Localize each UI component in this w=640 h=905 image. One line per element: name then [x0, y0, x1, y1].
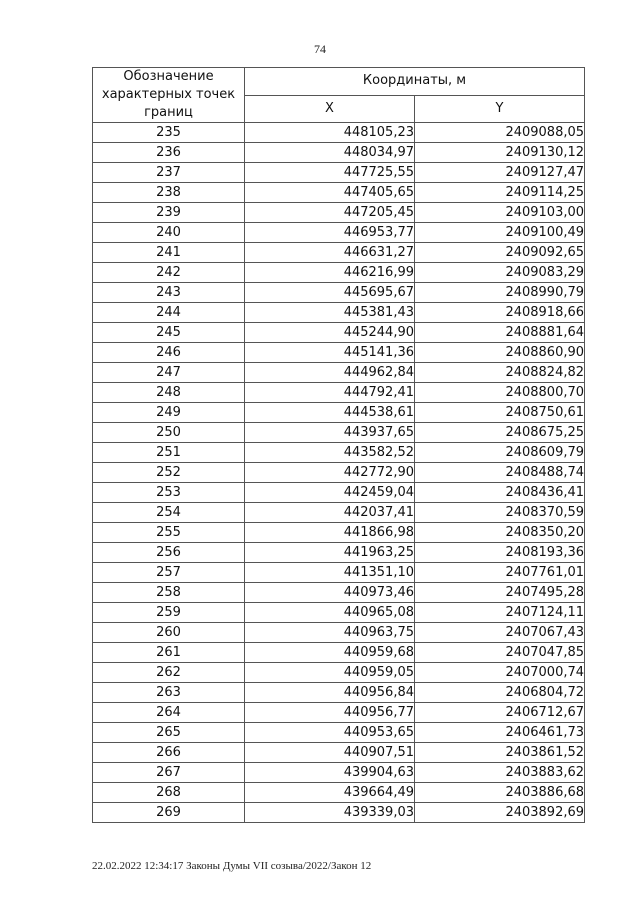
table-row [93, 803, 585, 823]
x-coordinate-cell: 441351,10 [245, 563, 415, 583]
y-coordinate-cell: 2409127,47 [415, 163, 585, 183]
x-coordinate-cell: 440973,46 [245, 583, 415, 603]
y-coordinate-cell: 2407124,11 [415, 603, 585, 623]
x-coordinate-cell: 445381,43 [245, 303, 415, 323]
y-coordinate-cell: 2408609,79 [415, 443, 585, 463]
point-number-cell: 252 [93, 463, 245, 483]
y-coordinate-cell: 2409100,49 [415, 223, 585, 243]
x-coordinate-cell: 439664,49 [245, 783, 415, 803]
point-number-cell: 265 [93, 723, 245, 743]
table-row [93, 443, 585, 463]
x-coordinate-cell: 445141,36 [245, 343, 415, 363]
point-number-cell: 266 [93, 743, 245, 763]
x-coordinate-cell: 439904,63 [245, 763, 415, 783]
table-row [93, 143, 585, 163]
y-coordinate-cell: 2406712,67 [415, 703, 585, 723]
x-coordinate-cell: 448034,97 [245, 143, 415, 163]
point-number-cell: 260 [93, 623, 245, 643]
table-row [93, 463, 585, 483]
table-row [93, 623, 585, 643]
y-coordinate-cell: 2408436,41 [415, 483, 585, 503]
y-coordinate-cell: 2403861,52 [415, 743, 585, 763]
table-row [93, 303, 585, 323]
y-coordinate-cell: 2409103,00 [415, 203, 585, 223]
table-row [93, 403, 585, 423]
point-number-cell: 268 [93, 783, 245, 803]
y-coordinate-cell: 2403886,68 [415, 783, 585, 803]
point-number-cell: 259 [93, 603, 245, 623]
x-coordinate-cell: 444792,41 [245, 383, 415, 403]
point-number-cell: 251 [93, 443, 245, 463]
point-number-cell: 254 [93, 503, 245, 523]
x-coordinate-cell: 442772,90 [245, 463, 415, 483]
point-number-cell: 243 [93, 283, 245, 303]
y-coordinate-cell: 2408750,61 [415, 403, 585, 423]
x-coordinate-cell: 448105,23 [245, 123, 415, 143]
point-number-cell: 237 [93, 163, 245, 183]
table-row [93, 483, 585, 503]
y-coordinate-cell: 2403883,62 [415, 763, 585, 783]
y-coordinate-cell: 2408675,25 [415, 423, 585, 443]
y-coordinate-cell: 2408990,79 [415, 283, 585, 303]
table-row [93, 203, 585, 223]
x-coordinate-cell: 447405,65 [245, 183, 415, 203]
y-coordinate-cell: 2407047,85 [415, 643, 585, 663]
point-number-cell: 261 [93, 643, 245, 663]
x-coordinate-cell: 441963,25 [245, 543, 415, 563]
point-number-cell: 241 [93, 243, 245, 263]
coordinates-table [92, 67, 585, 823]
x-coordinate-cell: 440965,08 [245, 603, 415, 623]
table-row [93, 643, 585, 663]
y-coordinate-cell: 2409130,12 [415, 143, 585, 163]
y-coordinate-cell: 2407000,74 [415, 663, 585, 683]
point-number-cell: 247 [93, 363, 245, 383]
x-coordinate-cell: 444962,84 [245, 363, 415, 383]
table-row [93, 543, 585, 563]
point-number-cell: 264 [93, 703, 245, 723]
x-coordinate-cell: 440963,75 [245, 623, 415, 643]
x-coordinate-cell: 443582,52 [245, 443, 415, 463]
x-coordinate-cell: 443937,65 [245, 423, 415, 443]
x-coordinate-cell: 446631,27 [245, 243, 415, 263]
x-coordinate-cell: 440907,51 [245, 743, 415, 763]
table-row [93, 243, 585, 263]
table-row [93, 343, 585, 363]
table-row [93, 743, 585, 763]
table-row [93, 523, 585, 543]
point-number-cell: 242 [93, 263, 245, 283]
x-coordinate-cell: 441866,98 [245, 523, 415, 543]
x-coordinate-cell: 447205,45 [245, 203, 415, 223]
point-number-cell: 253 [93, 483, 245, 503]
table-row [93, 423, 585, 443]
y-coordinate-cell: 2408350,20 [415, 523, 585, 543]
y-coordinate-cell: 2407495,28 [415, 583, 585, 603]
page-number: 74 [314, 42, 326, 56]
x-coordinate-cell: 440959,68 [245, 643, 415, 663]
y-coordinate-cell: 2409114,25 [415, 183, 585, 203]
table-row [93, 723, 585, 743]
table-row [93, 703, 585, 723]
x-coordinate-cell: 445695,67 [245, 283, 415, 303]
point-number-cell: 246 [93, 343, 245, 363]
table-body [93, 123, 585, 823]
point-number-cell: 239 [93, 203, 245, 223]
y-coordinate-cell: 2408193,36 [415, 543, 585, 563]
x-coordinate-cell: 444538,61 [245, 403, 415, 423]
table-row [93, 263, 585, 283]
table-row [93, 183, 585, 203]
header-designation: Обозначение характерных точек границ [93, 68, 245, 123]
y-coordinate-cell: 2406804,72 [415, 683, 585, 703]
x-coordinate-cell: 439339,03 [245, 803, 415, 823]
point-number-cell: 236 [93, 143, 245, 163]
table-row [93, 583, 585, 603]
point-number-cell: 258 [93, 583, 245, 603]
table-header [93, 68, 585, 123]
table-row [93, 663, 585, 683]
table-row [93, 363, 585, 383]
point-number-cell: 255 [93, 523, 245, 543]
x-coordinate-cell: 440956,77 [245, 703, 415, 723]
point-number-cell: 256 [93, 543, 245, 563]
header-x: X [245, 95, 415, 123]
x-coordinate-cell: 442459,04 [245, 483, 415, 503]
y-coordinate-cell: 2407761,01 [415, 563, 585, 583]
y-coordinate-cell: 2409088,05 [415, 123, 585, 143]
x-coordinate-cell: 442037,41 [245, 503, 415, 523]
table-row [93, 503, 585, 523]
table-row [93, 383, 585, 403]
table-row [93, 603, 585, 623]
y-coordinate-cell: 2408370,59 [415, 503, 585, 523]
point-number-cell: 238 [93, 183, 245, 203]
point-number-cell: 267 [93, 763, 245, 783]
table-row [93, 563, 585, 583]
table-row [93, 763, 585, 783]
table-row [93, 783, 585, 803]
point-number-cell: 269 [93, 803, 245, 823]
point-number-cell: 257 [93, 563, 245, 583]
table-row [93, 683, 585, 703]
point-number-cell: 245 [93, 323, 245, 343]
y-coordinate-cell: 2408824,82 [415, 363, 585, 383]
x-coordinate-cell: 445244,90 [245, 323, 415, 343]
x-coordinate-cell: 447725,55 [245, 163, 415, 183]
table-row [93, 123, 585, 143]
y-coordinate-cell: 2408860,90 [415, 343, 585, 363]
x-coordinate-cell: 440956,84 [245, 683, 415, 703]
table-row [93, 323, 585, 343]
point-number-cell: 249 [93, 403, 245, 423]
y-coordinate-cell: 2408488,74 [415, 463, 585, 483]
y-coordinate-cell: 2407067,43 [415, 623, 585, 643]
y-coordinate-cell: 2409092,65 [415, 243, 585, 263]
x-coordinate-cell: 446216,99 [245, 263, 415, 283]
table-row [93, 223, 585, 243]
point-number-cell: 235 [93, 123, 245, 143]
point-number-cell: 240 [93, 223, 245, 243]
y-coordinate-cell: 2408881,64 [415, 323, 585, 343]
table-row [93, 163, 585, 183]
table-row [93, 283, 585, 303]
header-y: Y [415, 95, 585, 123]
point-number-cell: 244 [93, 303, 245, 323]
y-coordinate-cell: 2409083,29 [415, 263, 585, 283]
y-coordinate-cell: 2406461,73 [415, 723, 585, 743]
y-coordinate-cell: 2408918,66 [415, 303, 585, 323]
x-coordinate-cell: 440959,05 [245, 663, 415, 683]
point-number-cell: 248 [93, 383, 245, 403]
point-number-cell: 262 [93, 663, 245, 683]
x-coordinate-cell: 446953,77 [245, 223, 415, 243]
footer-document-stamp: 22.02.2022 12:34:17 Законы Думы VII созыва/2022/Закон 12 [92, 860, 372, 872]
point-number-cell: 250 [93, 423, 245, 443]
header-coordinates: Координаты, м [245, 68, 585, 96]
x-coordinate-cell: 440953,65 [245, 723, 415, 743]
point-number-cell: 263 [93, 683, 245, 703]
y-coordinate-cell: 2408800,70 [415, 383, 585, 403]
y-coordinate-cell: 2403892,69 [415, 803, 585, 823]
